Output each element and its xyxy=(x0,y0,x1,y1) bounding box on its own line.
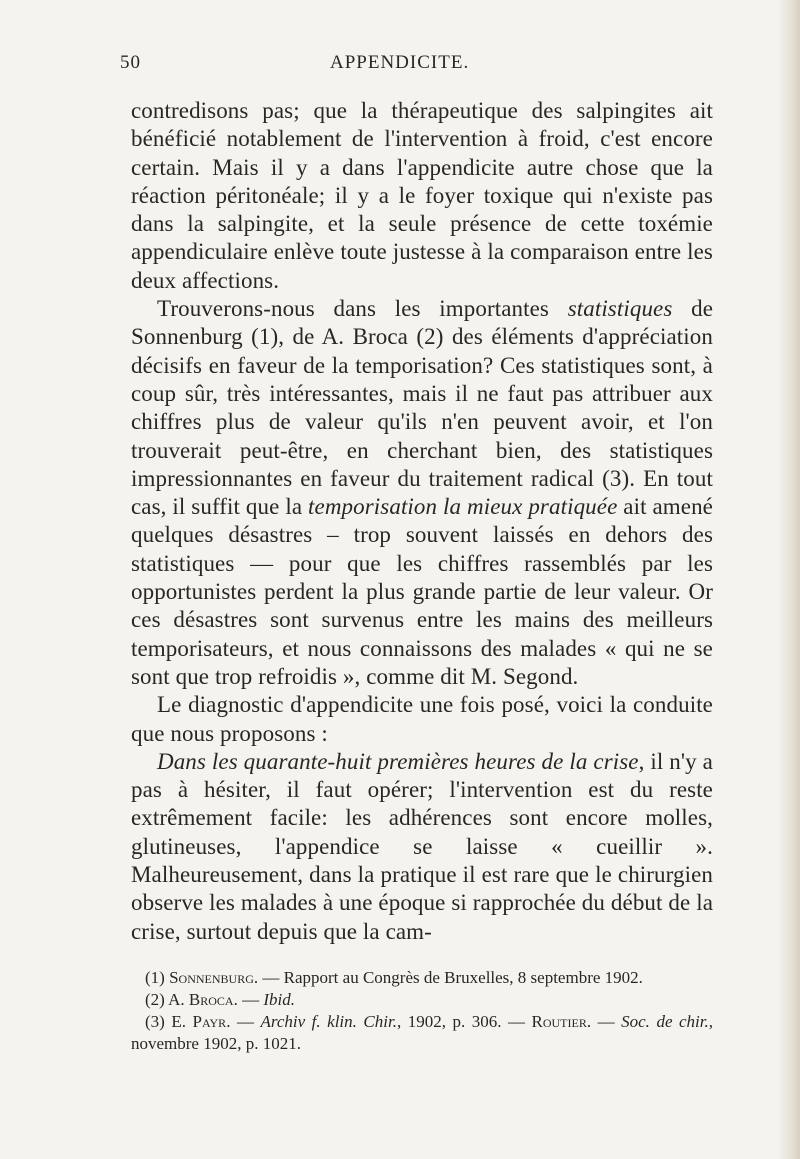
footnote-1-text: . — Rapport au Congrès de Bruxelles, 8 septembre 1902. xyxy=(253,968,643,987)
paragraph-3: Le diagnostic d'appendicite une fois posé, voici la conduite que nous proposons : xyxy=(131,692,713,746)
footnote-3-separator-2: . — xyxy=(586,1012,622,1031)
footnote-3-author: Payr xyxy=(192,1012,227,1031)
paragraph-2 xyxy=(131,295,713,691)
page-edge-shadow xyxy=(778,0,800,1159)
footnote-3-author-2: Routier xyxy=(531,1012,587,1031)
footnotes xyxy=(131,967,713,1055)
paragraph-4-emphasis: Dans les quarante-huit premières heures de la crise xyxy=(157,748,639,774)
footnote-2-separator: . — xyxy=(233,990,264,1009)
footnote-3-separator: . — xyxy=(226,1012,261,1031)
paragraph-2-text-e: ait amené quelques désastres – trop souvent laissés en dehors des statistiques — pour que les chiffres rassemblés par les opportunistes perdent la plus grande partie de leur valeur. Or ces désastres sont survenus entre les mains des meilleurs temporisateurs, et nous connaissons des malades « qui ne se sont que trop refroidis », comme dit M. Segond. xyxy=(131,494,713,689)
footnote-1 xyxy=(131,967,713,989)
paragraph-2-text-a: Trouverons-nous dans les importantes xyxy=(157,296,568,322)
page-number: 50 xyxy=(120,52,141,73)
body-text xyxy=(131,97,713,946)
footnote-3-number: (3) E. xyxy=(145,1012,193,1031)
paragraph-1: contredisons pas; que la thérapeutique des salpingites ait bénéficié notablement de l'intervention à froid, c'est encore certain. Mais il y a dans l'appendicite autre chose que la réaction péritonéale; il y a le foyer toxique qui n'existe pas dans la salpingite, et la seule présence de cette toxémie appendiculaire enlève toute justesse à la comparaison entre les deux affections. xyxy=(131,98,713,293)
footnote-1-number: (1) xyxy=(145,968,170,987)
running-head-title: APPENDICITE. xyxy=(330,52,470,73)
paragraph-4 xyxy=(131,748,713,946)
paragraph-2-text-c: de Sonnenburg (1), de A. Broca (2) des éléments d'appréciation décisifs en faveur de la temporisation? Ces statistiques sont, à coup sûr, très intéressantes, mais il ne faut pas attribuer aux chiffres plus de valeur qu'ils n'en peuvent avoir, et l'on trouverait peut-être, en cherchant bien, des statistiques impressionnantes en faveur du traitement radical (3). En tout cas, il suffit que la xyxy=(131,296,714,520)
paragraph-2-emphasis-temporisation: temporisation la mieux pratiquée xyxy=(308,494,618,520)
footnote-2 xyxy=(131,989,713,1011)
footnote-3-text-2: , novembre 1902, p. 1021. xyxy=(131,1012,714,1053)
footnote-3 xyxy=(131,1011,713,1055)
footnote-3-text-1: , 1902, p. 306. — xyxy=(396,1012,532,1031)
paragraph-4-text: , il n'y a pas à hésiter, il faut opérer; l'intervention est du reste extrêmement facile: les adhérences sont encore molles, glutineuses, l'appendice se laisse « cueillir ». Malheureusement, dans la pratique il est rare que le chirurgien observe les malades à une époque si rapprochée du début de la crise, surtout depuis que la cam- xyxy=(131,748,713,944)
footnote-3-journal: Archiv f. klin. Chir. xyxy=(260,1012,397,1031)
footnote-2-ibid: Ibid. xyxy=(263,990,295,1009)
footnote-2-author: Broca xyxy=(188,990,234,1009)
footnote-1-author: Sonnenburg xyxy=(169,968,254,987)
footnote-3-journal-2: Soc. de chir. xyxy=(621,1012,709,1031)
paragraph-2-emphasis-statistiques: statistiques xyxy=(567,296,673,322)
footnote-2-number: (2) A. xyxy=(145,990,189,1009)
running-head xyxy=(120,52,700,86)
